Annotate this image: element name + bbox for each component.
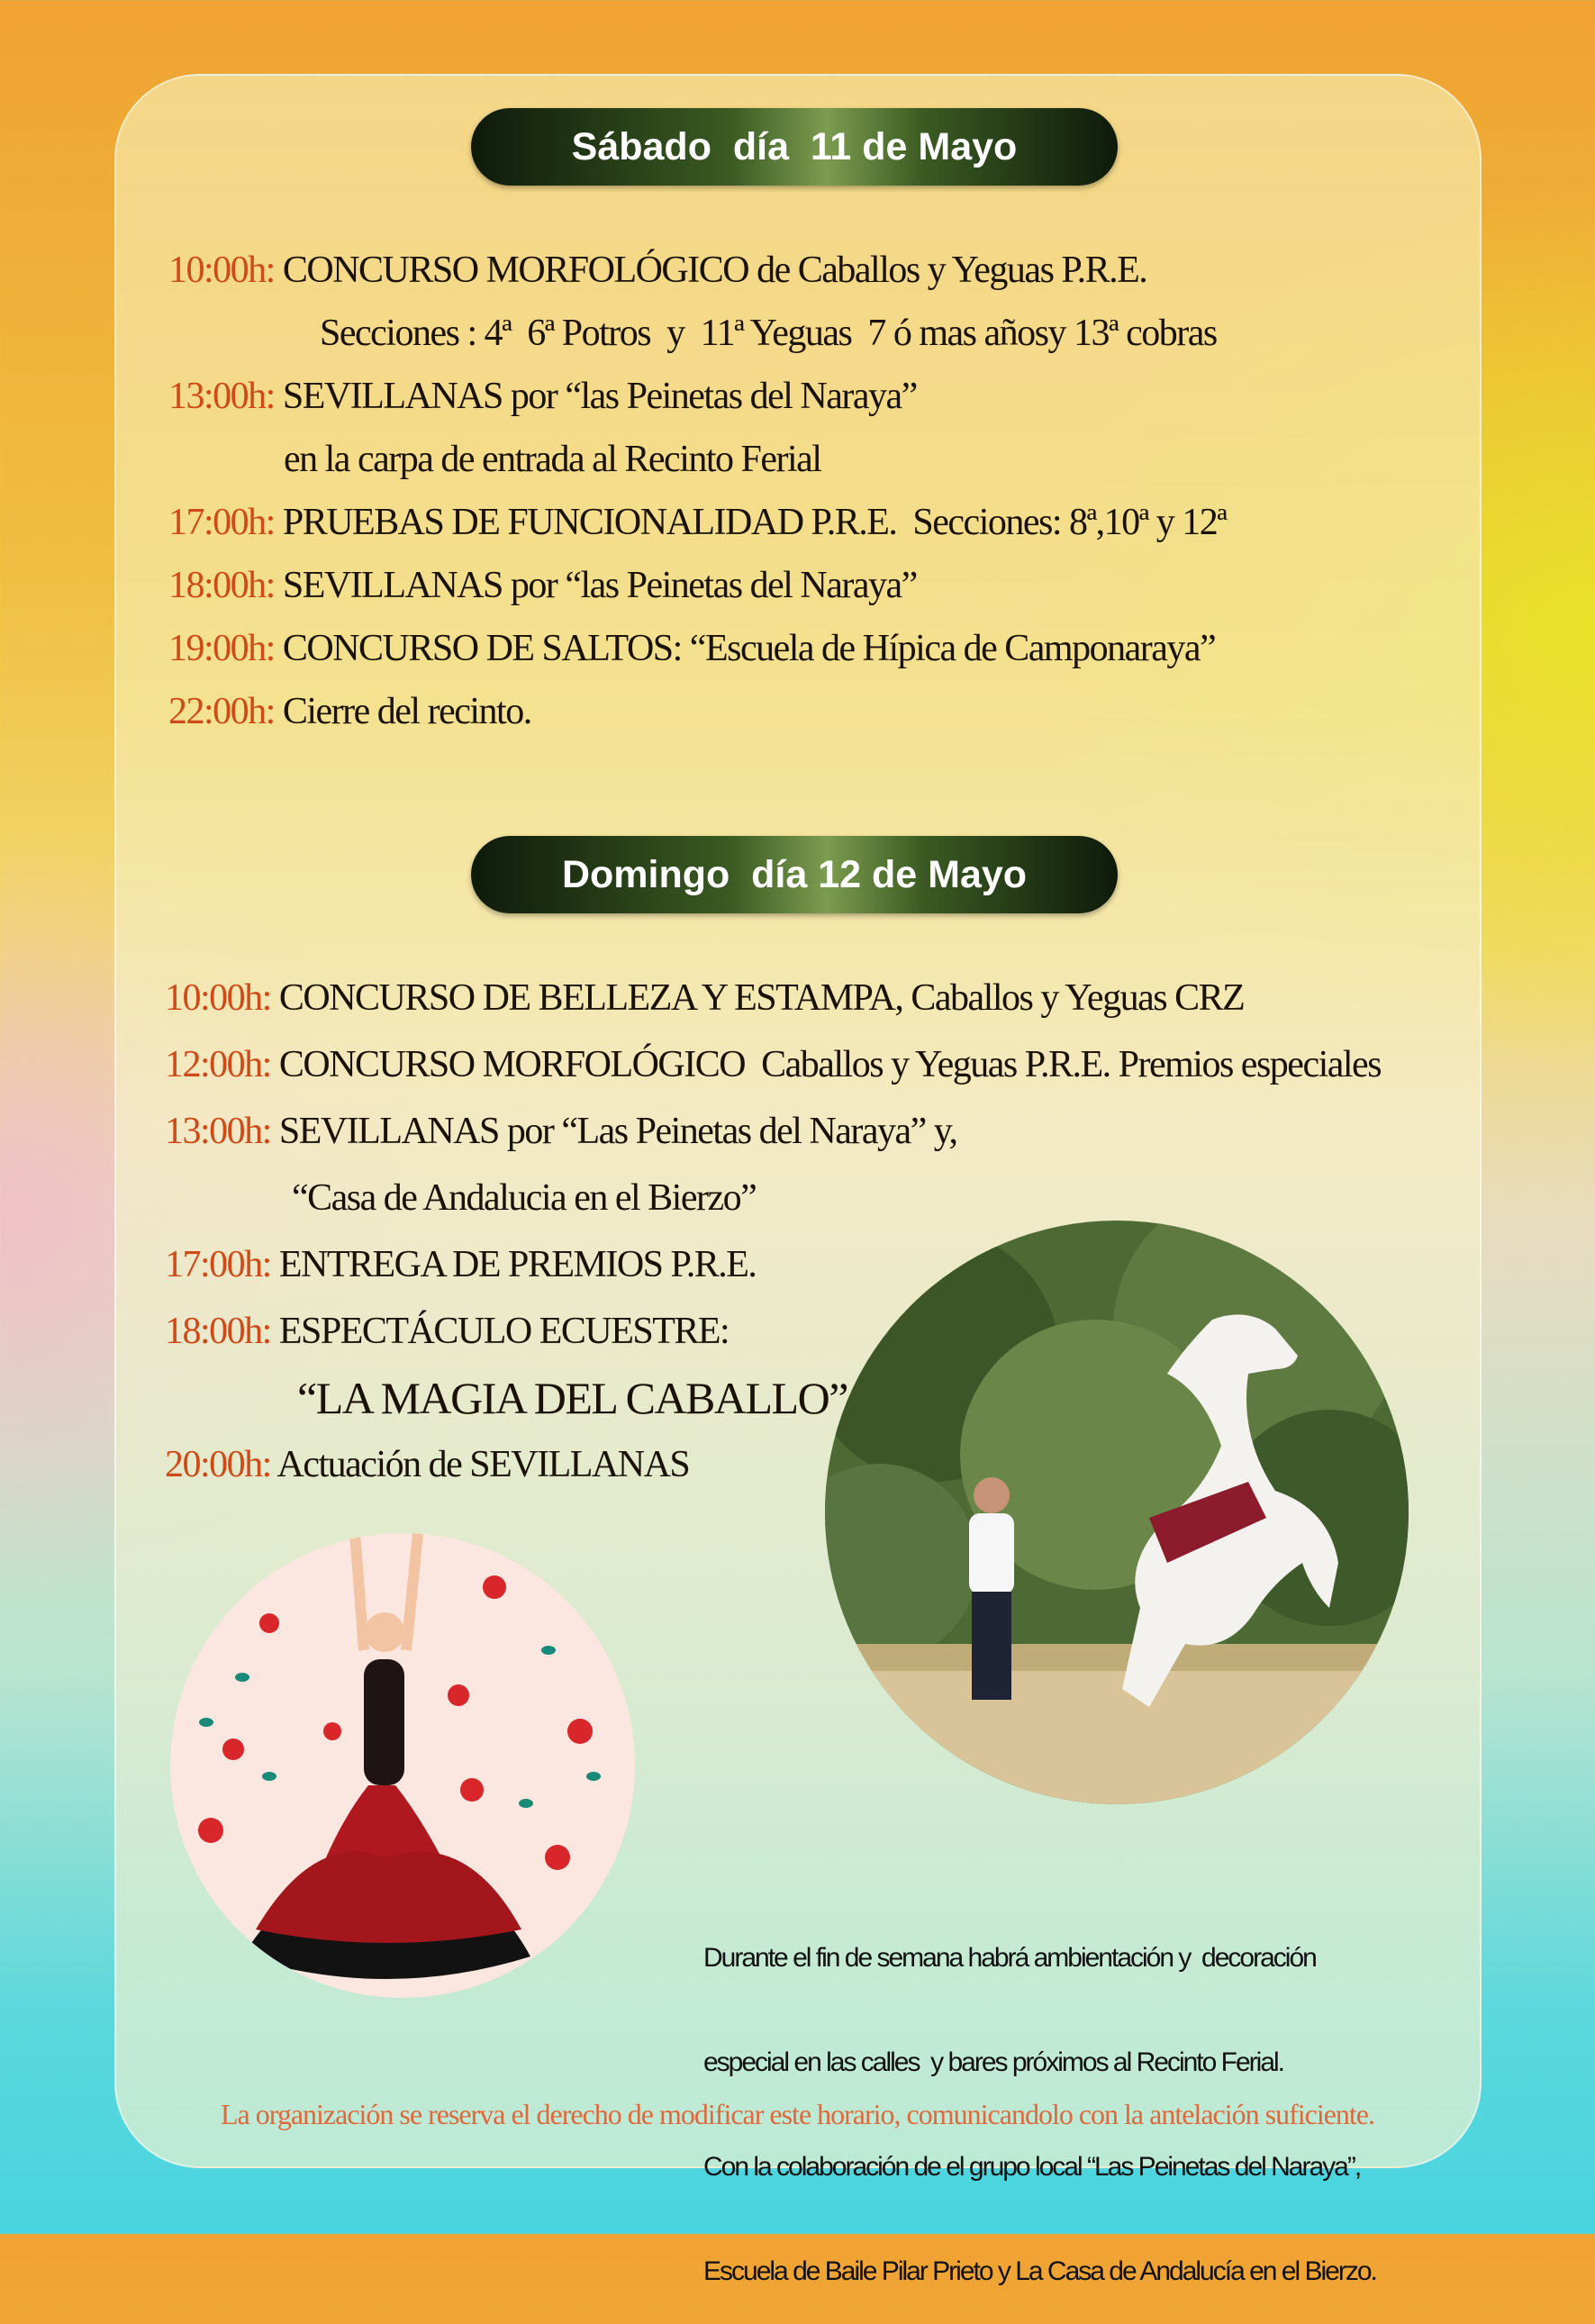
note-line: especial en las calles y bares próximos al Recinto Ferial.: [703, 2047, 1283, 2077]
event-line: [168, 302, 1226, 365]
event-line: [165, 1231, 1381, 1298]
event-text: Cierre del recinto.: [274, 691, 531, 732]
note-line: Durante el fin de semana habrá ambientación y decoración: [703, 1943, 1316, 1973]
event-text: SEVILLANAS por “Las Peinetas del Naraya” y,: [270, 1111, 957, 1152]
sunday-header: Domingo día 12 de Mayo: [471, 836, 1118, 913]
event-text: ENTREGA DE PREMIOS P.R.E.: [270, 1244, 757, 1285]
event-text: CONCURSO MORFOLÓGICO Caballos y Yeguas P.R.E. Premios especiales: [270, 1044, 1382, 1085]
event-line: [168, 554, 1226, 617]
event-text: SEVILLANAS por “las Peinetas del Naraya”: [274, 376, 917, 417]
event-line: [168, 428, 1226, 491]
event-time: 13:00h:: [165, 1111, 271, 1152]
event-text: “LA MAGIA DEL CABALLO”: [297, 1373, 847, 1423]
event-time: 10:00h:: [165, 977, 271, 1019]
flamenco-dancer-illustration: [170, 1533, 635, 1998]
disclaimer-footer: La organización se reserva el derecho de modificar este horario, comunicandolo con la antelación suficiente.: [220, 2098, 1374, 2130]
event-line: [168, 365, 1226, 428]
event-text: CONCURSO DE BELLEZA Y ESTAMPA, Caballos y Yeguas CRZ: [270, 977, 1245, 1019]
event-time: 10:00h:: [168, 250, 275, 291]
event-text: ESPECTÁCULO ECUESTRE:: [270, 1311, 730, 1352]
event-line: [165, 1298, 1381, 1365]
event-line: [165, 1165, 1381, 1231]
event-time: 17:00h:: [165, 1244, 271, 1285]
event-line: [165, 1031, 1381, 1098]
event-line: [165, 1098, 1381, 1165]
note-line: Con la colaboración de el grupo local “Las Peinetas del Naraya”,: [703, 2152, 1361, 2182]
note-line: Escuela de Baile Pilar Prieto y La Casa de Andalucía en el Bierzo.: [703, 2256, 1376, 2286]
saturday-schedule: [168, 239, 1226, 743]
event-line: [168, 239, 1226, 302]
event-time: 18:00h:: [168, 565, 275, 606]
sunday-schedule: [165, 965, 1381, 1498]
event-line: [168, 617, 1226, 680]
event-text: SEVILLANAS por “las Peinetas del Naraya”: [274, 565, 917, 606]
event-line: [165, 1365, 1381, 1431]
event-line: [165, 1431, 1381, 1498]
event-text: en la carpa de entrada al Recinto Ferial: [284, 439, 821, 480]
event-line: [168, 491, 1226, 554]
event-time: 22:00h:: [168, 691, 275, 732]
event-text: CONCURSO MORFOLÓGICO de Caballos y Yeguas P.R.E.: [274, 250, 1147, 291]
event-line: [165, 965, 1381, 1031]
event-text: Secciones : 4ª 6ª Potros y 11ª Yeguas 7 ó mas añosy 13ª cobras: [320, 313, 1217, 354]
event-line: [168, 680, 1226, 743]
event-time: 13:00h:: [168, 376, 275, 417]
event-text: “Casa de Andalucia en el Bierzo”: [292, 1177, 757, 1219]
event-time: 20:00h:: [165, 1444, 271, 1485]
event-time: 17:00h:: [168, 502, 275, 543]
event-time: 18:00h:: [165, 1311, 271, 1352]
event-text: PRUEBAS DE FUNCIONALIDAD P.R.E. Secciones: 8ª,10ª y 12ª: [274, 502, 1227, 543]
event-time: 19:00h:: [168, 628, 275, 669]
event-text: Actuación de SEVILLANAS: [270, 1444, 690, 1485]
event-text: CONCURSO DE SALTOS: “Escuela de Hípica de Camponaraya”: [274, 628, 1216, 669]
saturday-header: Sábado día 11 de Mayo: [471, 108, 1118, 186]
event-time: 12:00h:: [165, 1044, 271, 1085]
